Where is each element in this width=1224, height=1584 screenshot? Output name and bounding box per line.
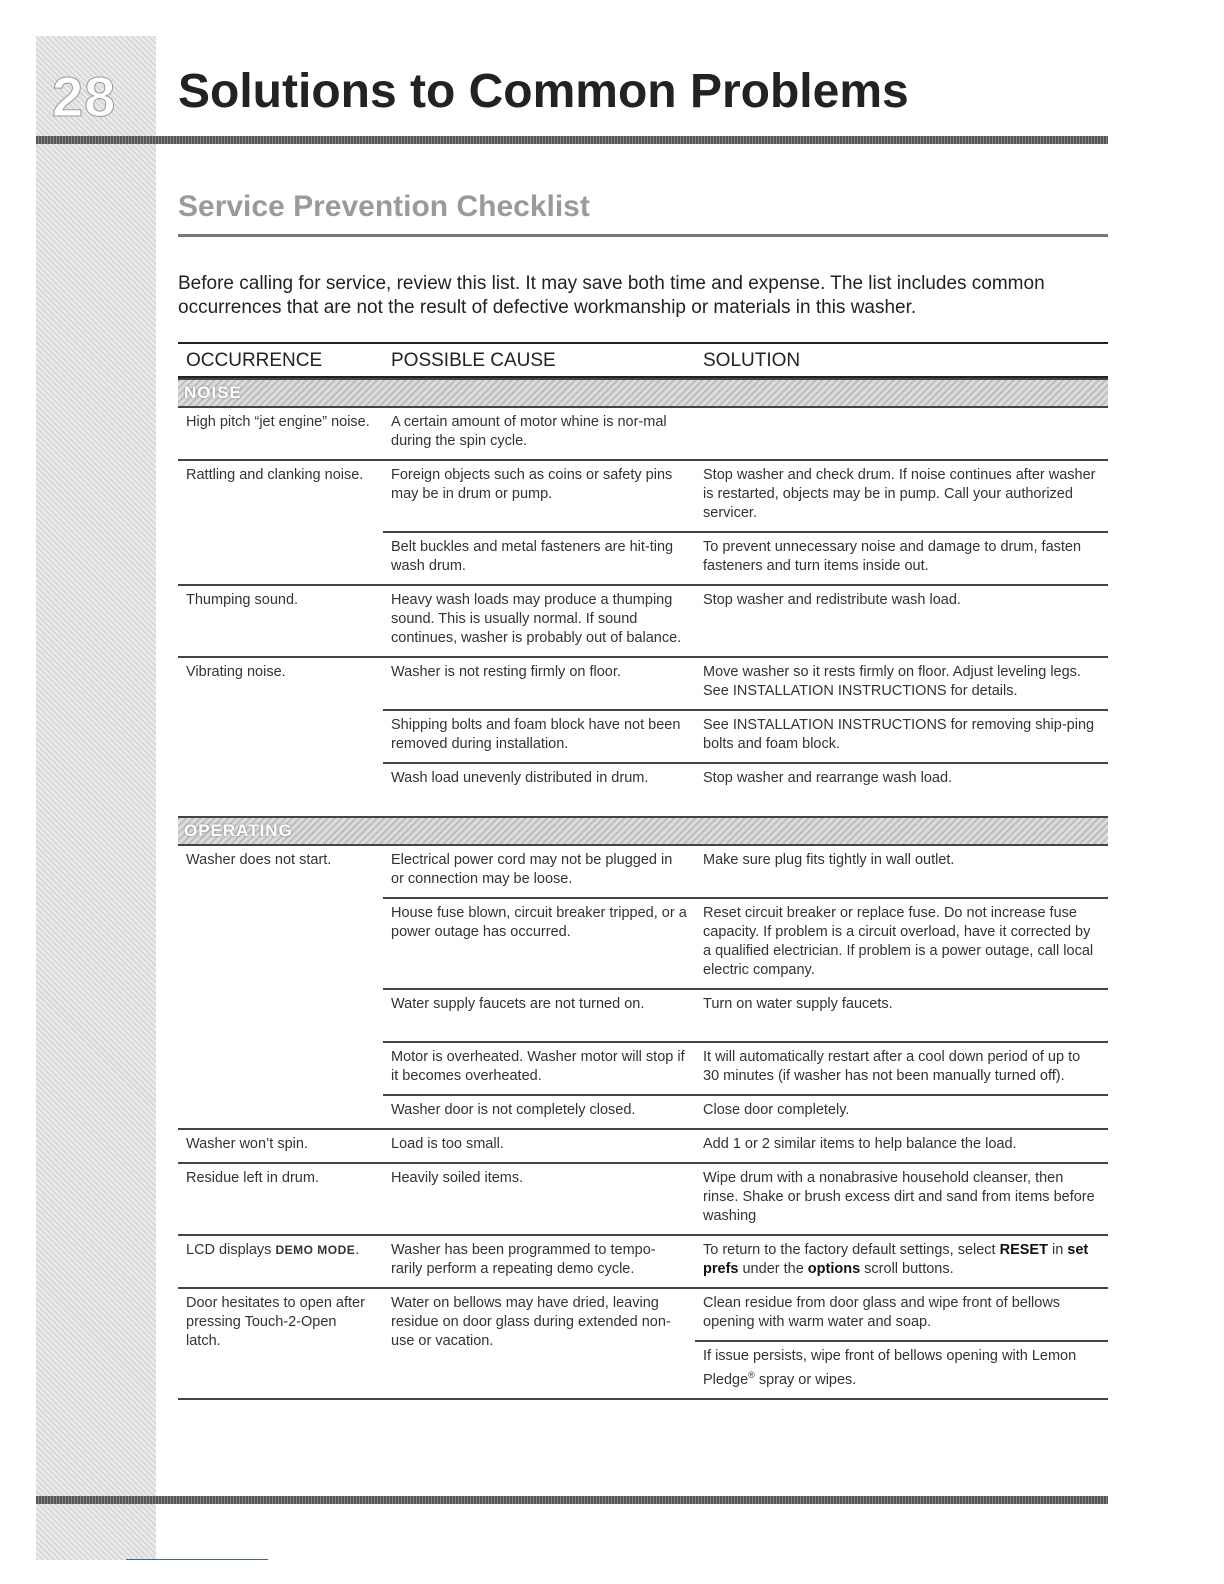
- cause-cell: Heavily soiled items.: [383, 1163, 695, 1235]
- cause-cell: Shipping bolts and foam block have not been removed during installation.: [383, 710, 695, 763]
- subtitle-rule: [178, 234, 1108, 237]
- table-header-row: [178, 343, 1108, 377]
- occurrence-cell: Vibrating noise.: [178, 657, 383, 796]
- section-label-noise: NOISE: [178, 378, 1108, 408]
- solution-cell: See INSTALLATION INSTRUCTIONS for removing ship-ping bolts and foam block.: [695, 710, 1108, 763]
- table-row: [178, 1163, 1108, 1235]
- section-subtitle: Service Prevention Checklist: [178, 190, 590, 223]
- occurrence-text: LCD displays: [186, 1242, 276, 1258]
- section-row-operating: [178, 816, 1108, 846]
- cause-cell: Water supply faucets are not turned on.: [383, 989, 695, 1042]
- solution-cell: [695, 1235, 1108, 1288]
- solution-text: under the: [738, 1261, 808, 1277]
- header-solution: SOLUTION: [695, 343, 1108, 377]
- occurrence-cell: High pitch “jet engine” noise.: [186, 414, 370, 430]
- header-possible-cause: POSSIBLE CAUSE: [383, 343, 695, 377]
- occurrence-text-end: .: [355, 1242, 360, 1258]
- cause-cell: Water on bellows may have dried, leaving residue on door glass during extended non-use or vacation.: [383, 1288, 695, 1399]
- reset-keyword: RESET: [999, 1242, 1048, 1258]
- solution-cell: Make sure plug fits tightly in wall outlet.: [703, 852, 955, 868]
- table-row: [178, 846, 1108, 898]
- footer-rule: [36, 1496, 1108, 1504]
- solution-cell: Wipe drum with a nonabrasive household cleanser, then rinse. Shake or brush excess dirt and sand from items before washing: [695, 1163, 1108, 1235]
- table-row: [178, 460, 1108, 532]
- solution-cell: Move washer so it rests firmly on floor. Adjust leveling legs. See INSTALLATION INSTRUCTIONS for details.: [695, 657, 1108, 710]
- header-occurrence: OCCURRENCE: [178, 343, 383, 377]
- solution-text: in: [1047, 1242, 1068, 1258]
- table-row: [178, 585, 1108, 657]
- page-number: 28: [52, 65, 117, 128]
- set-prefs-keyword: set prefs: [703, 1242, 1089, 1277]
- table-row: [178, 1129, 1108, 1163]
- options-keyword: options: [807, 1261, 861, 1277]
- cause-cell: Load is too small.: [383, 1129, 695, 1163]
- solution-cell: Reset circuit breaker or replace fuse. Do not increase fuse capacity. If problem is a circuit overload, have it corrected by a qualified electrician. If problem is a power outage, call local electric company.: [695, 898, 1108, 989]
- solution-cell: Turn on water supply faucets.: [695, 989, 1108, 1042]
- cause-cell: Electrical power cord may not be plugged in or connection may be loose.: [391, 852, 673, 887]
- solution-cell: Stop washer and check drum. If noise continues after washer is restarted, objects may be in pump. Call your authorized servicer.: [695, 460, 1108, 532]
- solution-text: spray or wipes.: [754, 1371, 857, 1388]
- cause-cell: Heavy wash loads may produce a thumping sound. This is usually normal. If sound continues, washer is probably out of balance.: [383, 585, 695, 657]
- page-sidebar: [36, 36, 156, 1560]
- occurrence-cell: Washer does not start.: [186, 852, 332, 868]
- occurrence-cell: Residue left in drum.: [178, 1163, 383, 1235]
- occurrence-cell: Thumping sound.: [178, 585, 383, 657]
- table-row: [178, 657, 1108, 710]
- section-label-operating: OPERATING: [178, 816, 1108, 846]
- page-title: Solutions to Common Problems: [178, 65, 909, 118]
- solution-cell: [695, 408, 1108, 460]
- occurrence-cell: [178, 1235, 383, 1288]
- cause-cell: Motor is overheated. Washer motor will stop if it becomes overheated.: [383, 1042, 695, 1095]
- cause-cell: Washer is not resting firmly on floor.: [383, 657, 695, 710]
- solution-text: scroll buttons.: [860, 1261, 954, 1277]
- demo-mode-code: DEMO MODE: [275, 1243, 356, 1257]
- cause-cell: Wash load unevenly distributed in drum.: [383, 763, 695, 796]
- footer-link-underline: [126, 1559, 268, 1560]
- intro-paragraph: Before calling for service, review this list. It may save both time and expense. The list includes common occurrences that are not the result of defective workmanship or materials in this washer.: [178, 273, 1045, 318]
- title-rule: [36, 136, 1108, 144]
- section-row-noise: [178, 377, 1108, 408]
- table-row: [178, 1235, 1108, 1288]
- cause-cell: A certain amount of motor whine is nor-mal during the spin cycle.: [391, 414, 667, 449]
- solution-text: To return to the factory default settings, select: [703, 1242, 1000, 1258]
- solution-cell: It will automatically restart after a cool down period of up to 30 minutes (if washer has not been manually turned off).: [695, 1042, 1108, 1095]
- solution-cell: Stop washer and rearrange wash load.: [695, 763, 1108, 796]
- occurrence-cell: Door hesitates to open after pressing Touch-2-Open latch.: [178, 1288, 383, 1399]
- table-row: [178, 1288, 1108, 1341]
- cause-cell: Foreign objects such as coins or safety pins may be in drum or pump.: [383, 460, 695, 532]
- table-row: [178, 408, 1108, 460]
- cause-cell: Belt buckles and metal fasteners are hit-ting wash drum.: [383, 532, 695, 585]
- solution-cell: To prevent unnecessary noise and damage to drum, fasten fasteners and turn items inside out.: [695, 532, 1108, 585]
- section-gap: [178, 796, 1108, 816]
- solution-cell: Add 1 or 2 similar items to help balance the load.: [695, 1129, 1108, 1163]
- solution-cell: Clean residue from door glass and wipe front of bellows opening with warm water and soap.: [695, 1288, 1108, 1341]
- registered-mark: ®: [748, 1370, 755, 1380]
- solution-cell: [695, 1341, 1108, 1399]
- cause-cell: House fuse blown, circuit breaker tripped, or a power outage has occurred.: [383, 898, 695, 989]
- checklist-table: [178, 342, 1108, 1400]
- cause-cell: Washer door is not completely closed.: [383, 1095, 695, 1129]
- solution-cell: Close door completely.: [695, 1095, 1108, 1129]
- occurrence-cell: Rattling and clanking noise.: [178, 460, 383, 585]
- solution-text: If issue persists, wipe front of bellows opening with Lemon Pledge: [703, 1348, 1077, 1388]
- occurrence-cell: Washer won’t spin.: [178, 1129, 383, 1163]
- cause-cell: Washer has been programmed to tempo-rarily perform a repeating demo cycle.: [383, 1235, 695, 1288]
- solution-cell: Stop washer and redistribute wash load.: [695, 585, 1108, 657]
